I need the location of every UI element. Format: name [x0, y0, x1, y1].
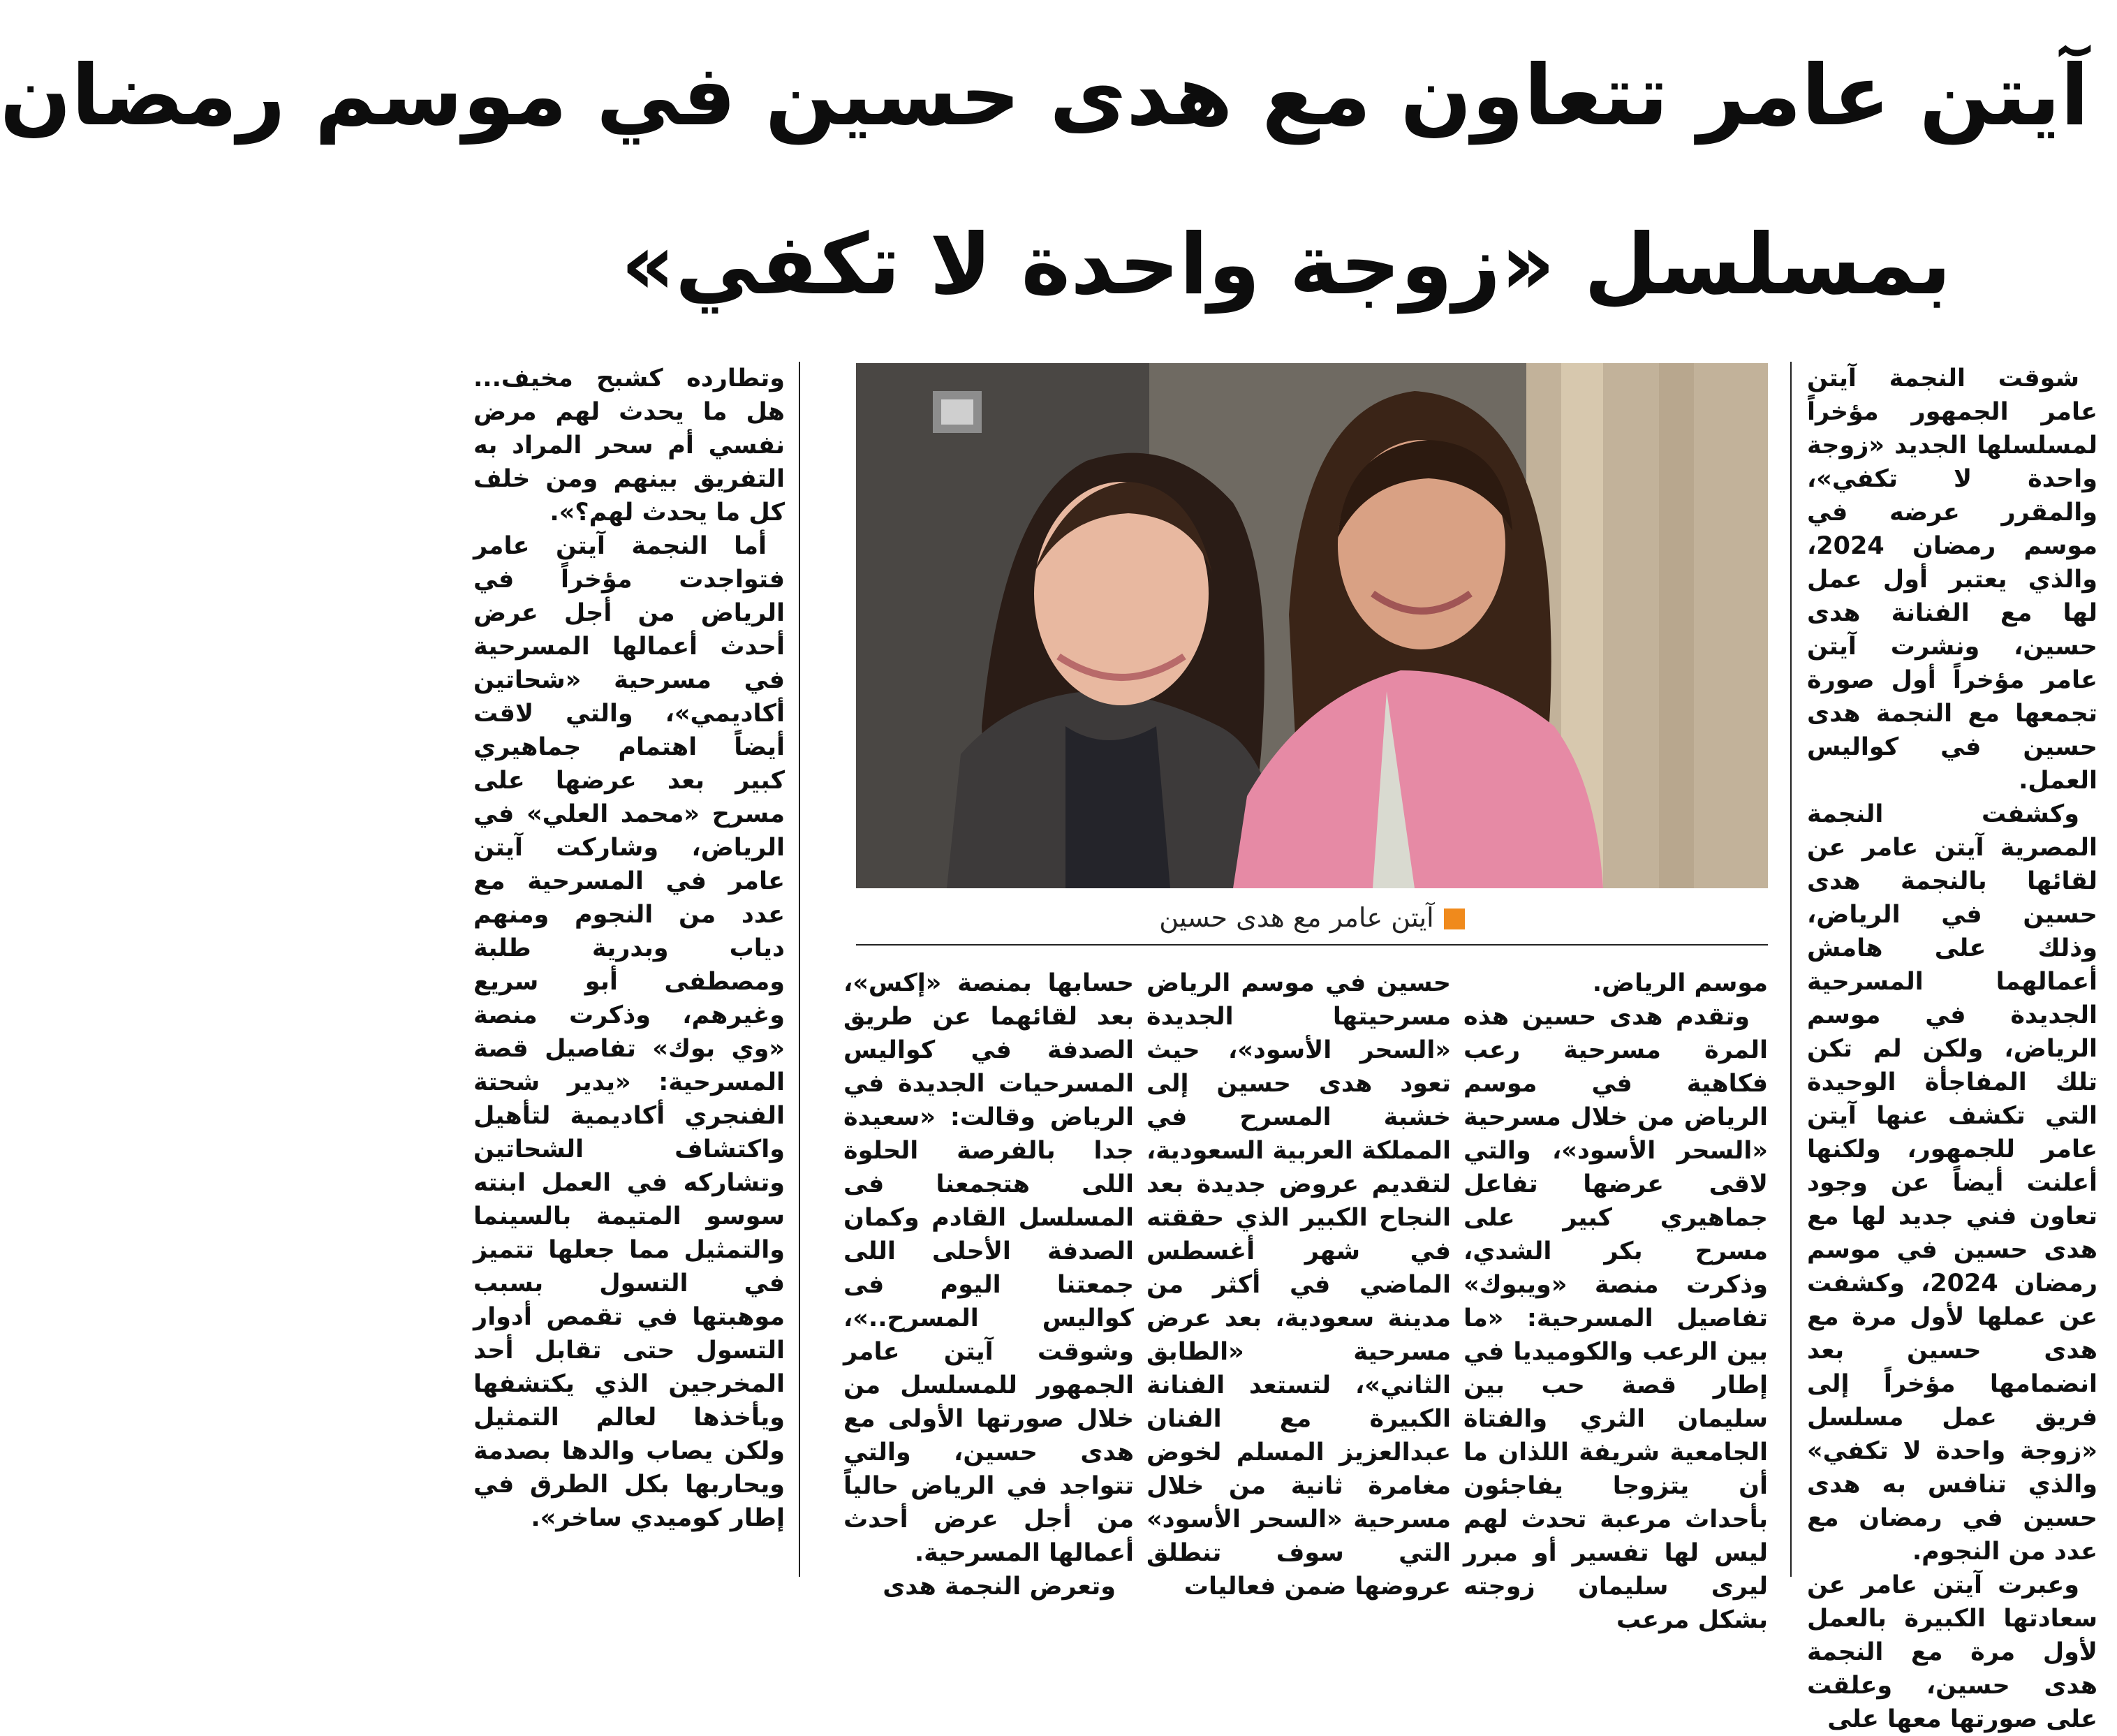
paragraph: وتطارده كشبح مخيف... هل ما يحدث لهم مرض نفسي أم سحر المراد به التفريق بينهم ومن خلف كل ما يحدث لهم؟». [473, 365, 785, 527]
caption-text: آيتن عامر مع هدى حسين [1159, 902, 1434, 933]
article-column-center-1 [843, 966, 1134, 1601]
paragraph: وكشفت النجمة المصرية آيتن عامر عن لقائها بالنجمة هدى حسين في الرياض، وذلك على هامش أعمالهما المسرحية الجديدة في موسم الرياض، ولكن لم تكن تلك المفاجأة الوحيدة التي تكشف عنها آيتن عامر للجمهور، ولكنها أعلنت أيضاً عن وجود تعاون فني جديد لها مع هدى حسين في موسم رمضان 2024، وكشفت عن عملها لأول مرة مع هدى حسين بعد انضمامها مؤخراً إلى فريق عمل مسلسل «زوجة واحدة لا تكفي» والذي تنافس به هدى حسين في رمضان مع عدد من النجوم. [1807, 800, 2097, 1566]
article-column-left [473, 362, 785, 1577]
paragraph: وتعرض النجمة هدى [883, 1573, 1116, 1601]
photo-illustration [856, 363, 1768, 888]
photo-caption [856, 898, 1768, 937]
column-divider [1790, 362, 1792, 1577]
paragraph: حسين في موسم الرياض مسرحيتها الجديدة «السحر الأسود»، حيث تعود هدى حسين إلى خشبة المسرح في المملكة العربية السعودية، لتقديم عروض جديدة بعد النجاح الكبير الذي حققته في شهر أغسطس الماضي في أكثر من مدينة سعودية، بعد عرض مسرحية «الطابق الثاني»، لتستعد الفنانة الكبيرة مع الفنان عبدالعزيز المسلم لخوض مغامرة ثانية من خلال مسرحية «السحر الأسود» التي سوف تنطلق عروضها ضمن فعاليات [1146, 969, 1451, 1601]
headline-line-2: بمسلسل «زوجة واحدة لا تكفي» [621, 216, 1952, 314]
paragraph: أما النجمة آيتن عامر فتواجدت مؤخراً في الرياض من أجل عرض أحدث أعمالها المسرحية في مسرحية «شحاتين أكاديمي»، والتي لاقت أيضاً اهتمام جماهيري كبير بعد عرضها على مسرح «محمد العلي» في الرياض، وشاركت آيتن عامر في المسرحية مع عدد من النجوم ومنهم دياب وبدرية طلبة ومصطفى أبو سريع وغيرهم، وذكرت منصة «وي بوك» تفاصيل قصة المسرحية: «يدير شحتة الفنجري أكاديمية لتأهيل واكتشاف الشحاتين وتشاركه في العمل ابنته سوسو المتيمة بالسينما والتمثيل مما جعلها تتميز في التسول بسبب موهبتها في تقمص أدوار التسول حتى تقابل أحد المخرجين الذي يكتشفها ويأخذها لعالم التمثيل ولكن يصاب والدها بصدمة ويحاربها بكل الطرق في إطار كوميدي ساخر». [473, 532, 785, 1532]
caption-marker-square [1444, 909, 1465, 929]
paragraph: وعبرت آيتن عامر عن سعادتها الكبيرة بالعمل لأول مرة مع النجمة هدى حسين، وعلقت على صورتها معها على [1807, 1571, 2097, 1733]
caption-divider [856, 944, 1768, 946]
paragraph: حسابها بمنصة «إكس»، بعد لقائهما عن طريق الصدفة في كواليس المسرحيات الجديدة في الرياض وقالت: «سعيدة جدا بالفرصة الحلوة اللى هتجمعنا فى المسلسل القادم وكمان الصدفة الأحلى اللى جمعتنا اليوم فى كواليس المسرح..»، وشوقت آيتن عامر الجمهور للمسلسل من خلال صورتها الأولى مع هدى حسين، والتي تتواجد في الرياض حالياً من أجل عرض أحدث أعمالها المسرحية. [843, 969, 1134, 1567]
paragraph: شوقت النجمة آيتن عامر الجمهور مؤخراً لمسلسلها الجديد «زوجة واحدة لا تكفي»، والمقرر عرضه في موسم رمضان 2024، والذي يعتبر أول عمل لها مع الفنانة هدى حسين، ونشرت آيتن عامر مؤخراً أول صورة تجمعها مع النجمة هدى حسين في كواليس العمل. [1807, 365, 2097, 795]
paragraph: موسم الرياض. [1592, 969, 1768, 997]
article-column-right [1807, 362, 2097, 1733]
article-photo [856, 363, 1768, 888]
article-column-center-2 [1146, 966, 1451, 1601]
article-column-center-3 [1463, 966, 1768, 1634]
column-divider [799, 362, 800, 1577]
paragraph: وتقدم هدى حسين هذه المرة مسرحية رعب فكاهية في موسم الرياض من خلال مسرحية «السحر الأسود»، والتي لاقى عرضها تفاعل جماهيري كبير على مسرح بكر الشدي، وذكرت منصة «ويبوك» تفاصيل المسرحية: «ما بين الرعب والكوميديا في إطار قصة حب بين سليمان الثري والفتاة الجامعية شريفة اللذان ما أن يتزوجا يفاجئون بأحداث مرعبة تحدث لهم ليس لها تفسير أو مبرر ليرى سليمان زوجته بشكل مرعب [1463, 1003, 1768, 1634]
headline-line-1: آيتن عامر تتعاون مع هدى حسين في موسم رمضان [0, 47, 2089, 145]
